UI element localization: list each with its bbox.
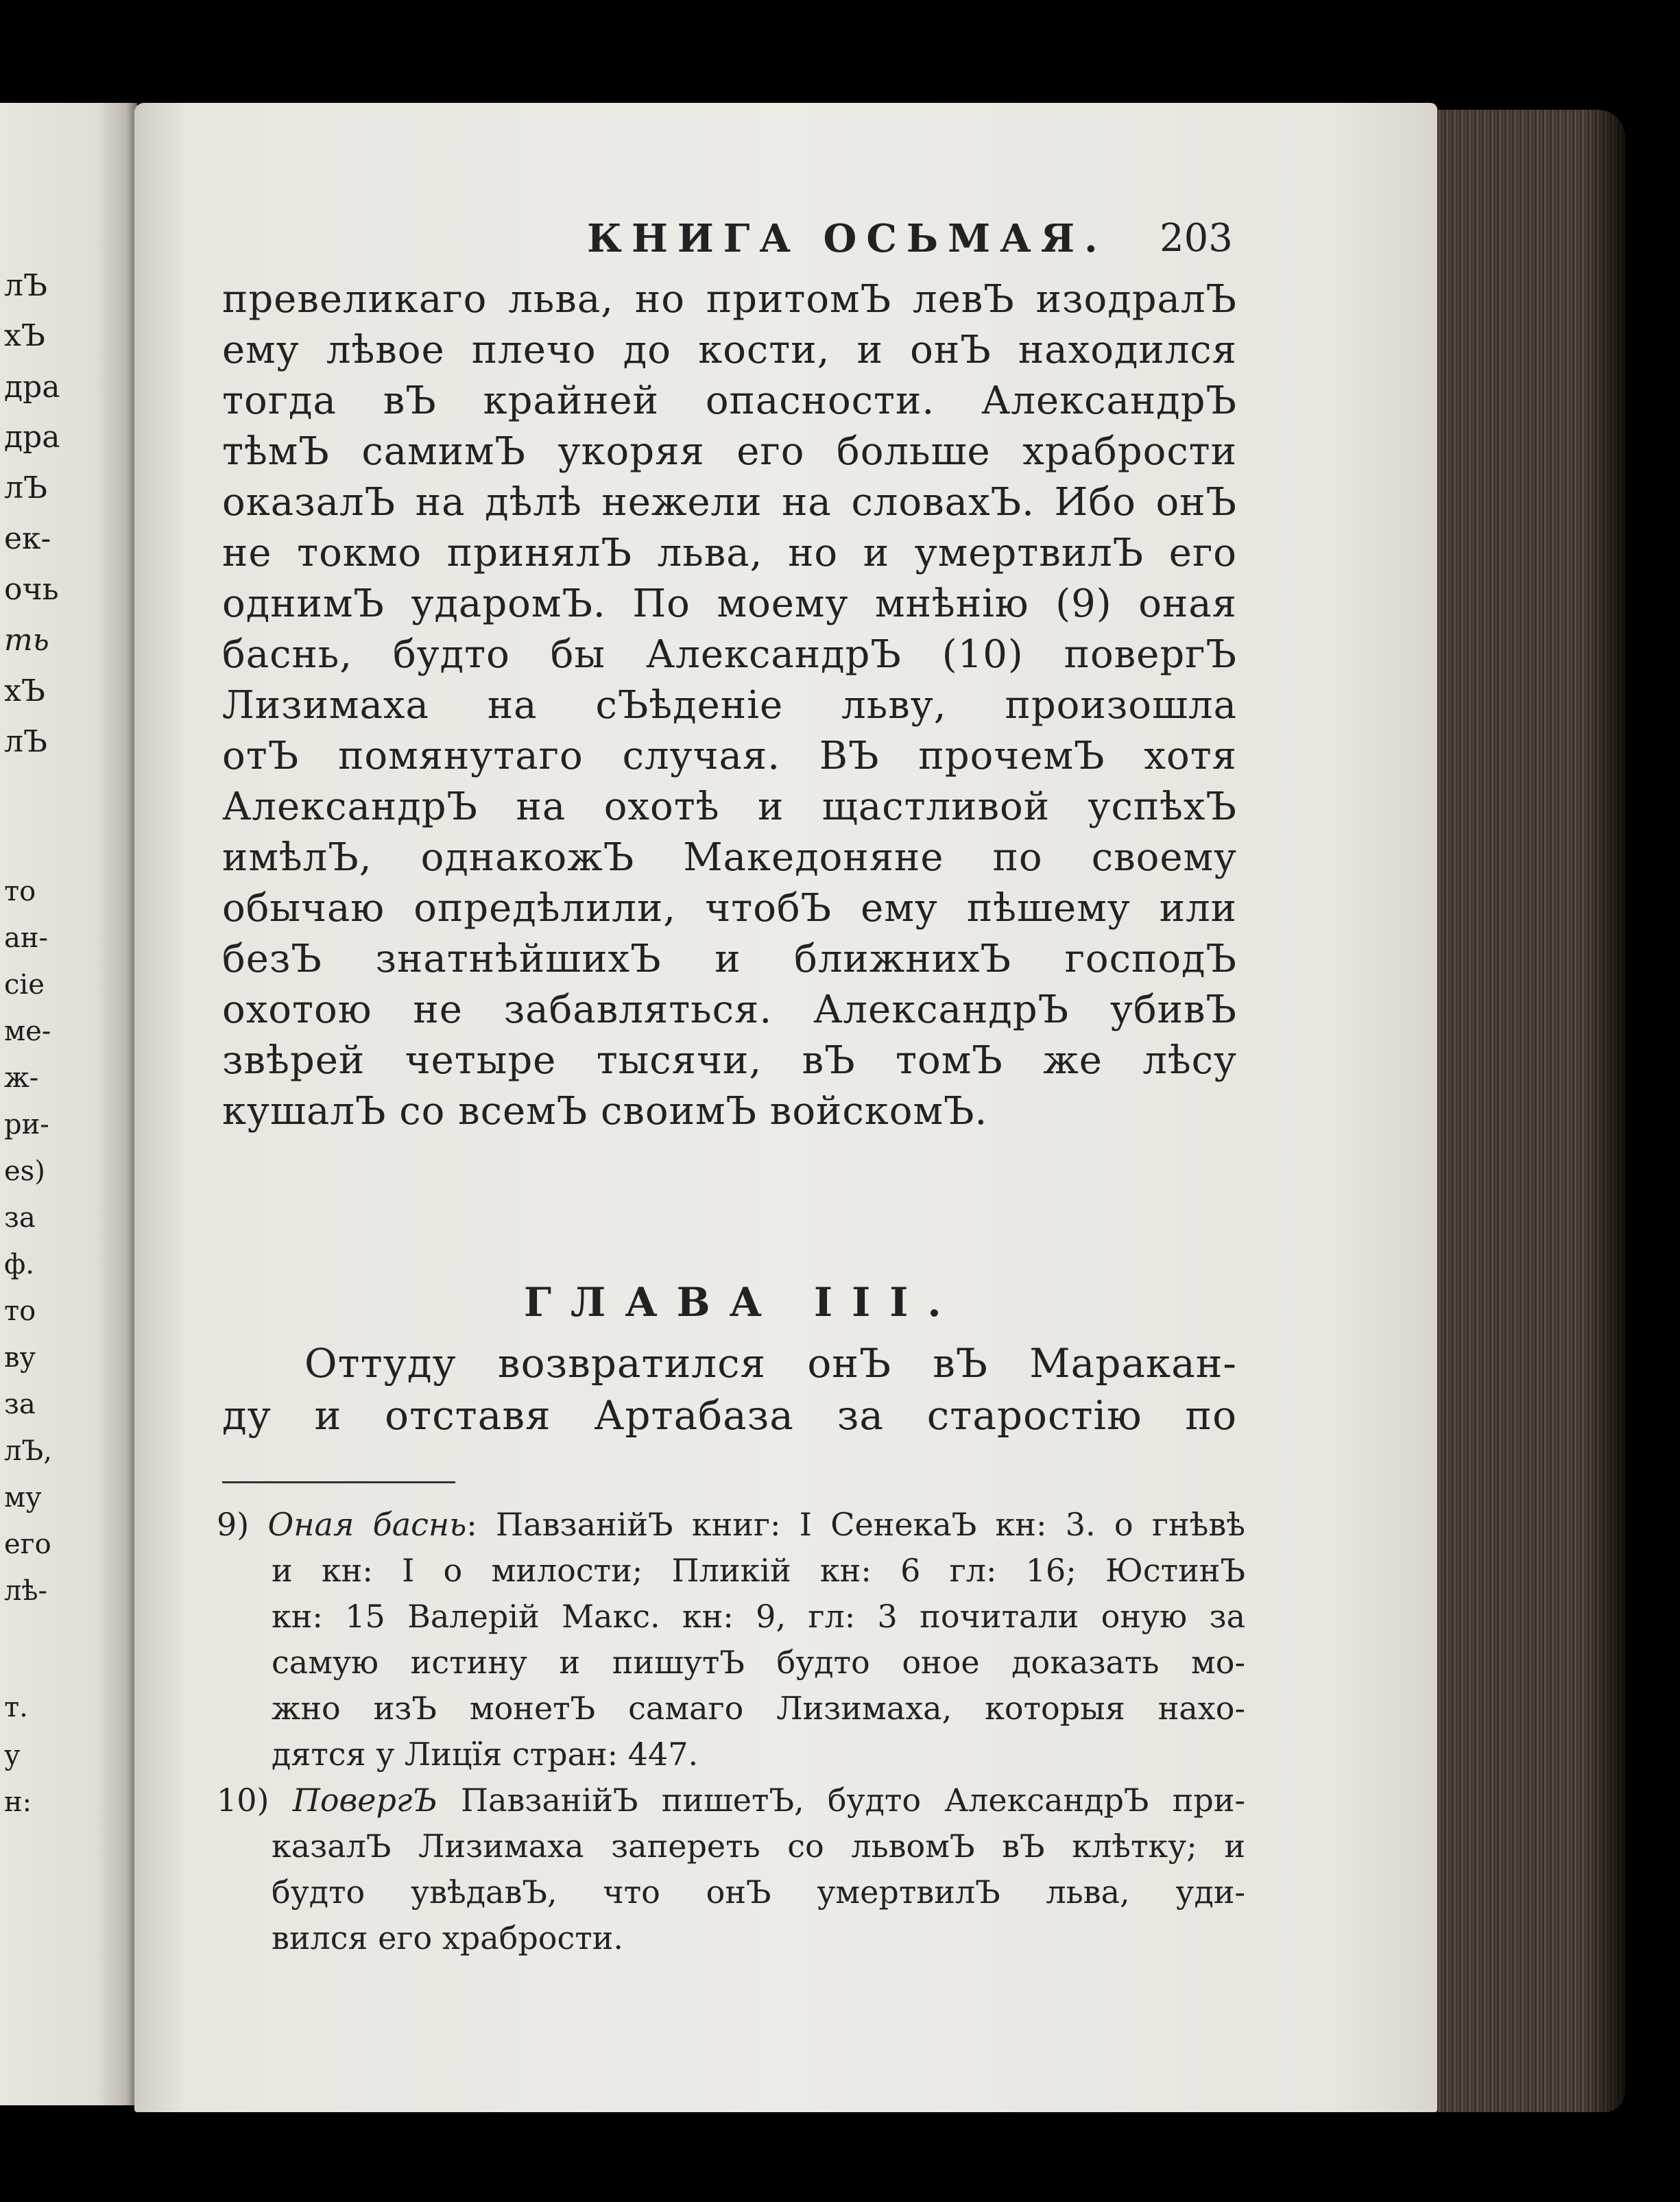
left-page-line: ме- bbox=[4, 1016, 51, 1047]
footnote-lead: ПовергЪ bbox=[292, 1782, 437, 1819]
page-header bbox=[134, 216, 1437, 278]
text-line: Лизимаха на сЪѣденіе льву, произошла bbox=[222, 683, 1237, 728]
footnote-text: : ПавзанійЪ книг: I СенекаЪ кн: 3. о гнѣвѣ bbox=[466, 1506, 1246, 1543]
left-page-line: за bbox=[4, 1389, 36, 1420]
left-page-line: ф. bbox=[4, 1249, 35, 1280]
text-line: ду и отставя Артабаза за старостію по bbox=[222, 1392, 1237, 1439]
footnote-line bbox=[217, 1502, 1245, 1548]
text-line: не токмо принялЪ льва, но и умертвилЪ его bbox=[222, 531, 1237, 575]
footnotes bbox=[217, 1502, 1245, 1961]
left-page-line: дра bbox=[4, 370, 60, 405]
book-page bbox=[134, 103, 1437, 2112]
footnote-line: дятся у Лицїя стран: 447. bbox=[272, 1736, 699, 1773]
left-page-line: то bbox=[4, 1295, 36, 1327]
left-page-line: ри- bbox=[4, 1109, 49, 1140]
footnote-number: 10) bbox=[217, 1782, 269, 1819]
footnote-line: казалЪ Лизимаха запереть со львомЪ вЪ клѣтку; и bbox=[272, 1828, 1245, 1865]
text-line: однимЪ ударомЪ. По моему мнѣнію (9) оная bbox=[222, 582, 1237, 626]
left-page-line: у bbox=[4, 1740, 21, 1771]
left-page-line: лЪ bbox=[4, 724, 47, 759]
footnote-line: будто увѣдавЪ, что онЪ умертвилЪ льва, уди- bbox=[272, 1874, 1245, 1911]
left-page-line: хЪ bbox=[4, 318, 45, 353]
left-page-line: лЪ bbox=[4, 268, 47, 303]
text-line: охотою не забавляться. АлександрЪ убивЪ bbox=[222, 988, 1237, 1032]
left-page-line: то bbox=[4, 876, 36, 907]
left-page-line: му bbox=[4, 1482, 42, 1513]
text-line: АлександрЪ на охотѣ и щастливой успѣхЪ bbox=[222, 785, 1237, 829]
text-line: превеликаго льва, но притомЪ левЪ изодралЪ bbox=[222, 277, 1237, 322]
left-page-line: сіе bbox=[4, 969, 45, 1001]
previous-page-edge bbox=[0, 103, 137, 2105]
footnote-line: кн: 15 Валерій Макс. кн: 9, гл: 3 почитали оную за bbox=[272, 1598, 1245, 1635]
footnote-line: жно изЪ монетЪ самаго Лизимаха, которыя нахо- bbox=[272, 1690, 1245, 1727]
left-page-line: ек- bbox=[4, 521, 51, 556]
footnote-line bbox=[217, 1778, 1245, 1823]
page-edges bbox=[1426, 110, 1625, 2112]
footnote-number: 9) bbox=[217, 1506, 250, 1543]
page-number: 203 bbox=[1160, 216, 1233, 261]
left-page-line: ж- bbox=[4, 1062, 39, 1094]
left-page-line: его bbox=[4, 1529, 51, 1560]
text-line: имѣлЪ, однакожЪ Македоняне по своему bbox=[222, 835, 1237, 880]
left-page-line: за bbox=[4, 1202, 36, 1234]
text-line: оказалЪ на дѣлѣ нежели на словахЪ. Ибо онЪ bbox=[222, 480, 1237, 525]
footnote-lead: Оная баснь bbox=[267, 1506, 467, 1543]
left-page-line: хЪ bbox=[4, 673, 45, 708]
text-line: ему лѣвое плечо до кости, и онЪ находился bbox=[222, 328, 1237, 372]
text-line: Оттуду возвратился онЪ вЪ Маракан- bbox=[304, 1340, 1237, 1387]
main-text bbox=[222, 274, 1237, 1137]
footnote-line: самую истину и пишутЪ будто оное доказать мо- bbox=[272, 1644, 1245, 1681]
left-page-line: ву bbox=[4, 1342, 36, 1374]
text-line: безЪ знатнѣйшихЪ и ближнихЪ господЪ bbox=[222, 937, 1237, 981]
footnote-line: вился его храбрости. bbox=[272, 1919, 623, 1956]
footnote-rule bbox=[222, 1481, 455, 1483]
text-line: баснь, будто бы АлександрЪ (10) повергЪ bbox=[222, 632, 1237, 677]
left-page-line: лЪ bbox=[4, 470, 47, 505]
left-page-line: н: bbox=[4, 1786, 32, 1818]
text-line: звѣрей четыре тысячи, вЪ томЪ же лѣсу bbox=[222, 1038, 1237, 1083]
left-page-line: ан- bbox=[4, 922, 49, 954]
text-line: кушалЪ со всемЪ своимЪ войскомЪ. bbox=[222, 1089, 988, 1134]
footnote-line: и кн: I о милости; Пликій кн: 6 гл: 16; ЮстинЪ bbox=[272, 1552, 1245, 1589]
left-page-line: дра bbox=[4, 420, 60, 455]
text-line: тѣмЪ самимЪ укоряя его больше храбрости bbox=[222, 429, 1237, 474]
left-page-line: es) bbox=[4, 1156, 45, 1187]
left-page-line: лЪ, bbox=[4, 1435, 52, 1467]
text-line: тогда вЪ крайней опасности. АлександрЪ bbox=[222, 379, 1237, 423]
running-head: КНИГА ОСЬМАЯ. bbox=[587, 216, 1107, 261]
chapter-paragraph bbox=[222, 1337, 1237, 1441]
left-page-line: ть bbox=[4, 623, 49, 658]
left-page-line: очь bbox=[4, 572, 59, 607]
left-page-line: т. bbox=[4, 1692, 28, 1723]
footnote-text: ПавзанійЪ пишетЪ, будто АлександрЪ при- bbox=[437, 1782, 1245, 1819]
text-line: обычаю опредѣлили, чтобЪ ему пѣшему или bbox=[222, 886, 1237, 931]
left-page-line: лѣ- bbox=[4, 1575, 48, 1607]
text-line: отЪ помянутаго случая. ВЪ прочемЪ хотя bbox=[222, 734, 1237, 778]
chapter-heading: ГЛАВА III. bbox=[524, 1279, 961, 1326]
